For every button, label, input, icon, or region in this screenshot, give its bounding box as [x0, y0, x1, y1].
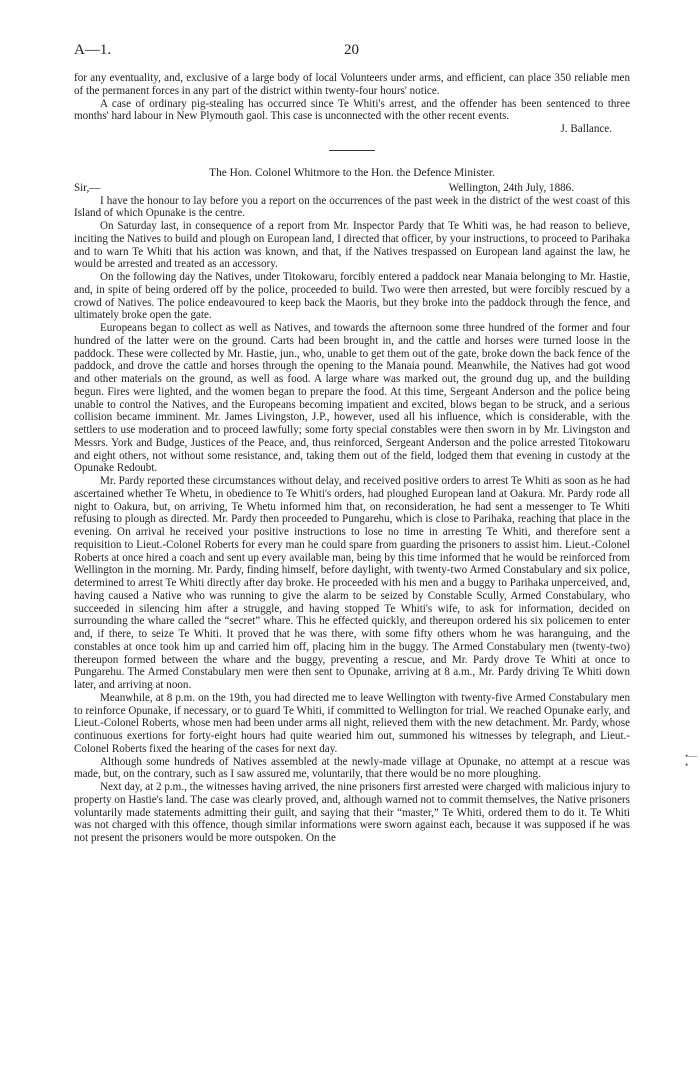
page-reference: A—1.	[74, 42, 112, 58]
paragraph: On the following day the Natives, under Titokowaru, forcibly entered a paddock near Manaia belonging to Mr. Hastie, and, in spite of being ordered off by the police, proceeded to build. Two were then arrested, but were forcibly rescued by a crowd of Natives. The police endeavoured to keep back the Maoris, but they broke into the paddock through the fence, and ultimately broke open the gate.	[74, 271, 630, 322]
paragraph: I have the honour to lay before you a report on the occurrences of the past week in the district of the west coast of this Island of which Opunake is the centre.	[74, 194, 630, 220]
letter-heading: The Hon. Colonel Whitmore to the Hon. the Defence Minister.	[209, 166, 495, 179]
section-divider	[329, 150, 375, 151]
page-header	[74, 42, 630, 64]
paragraph: Meanwhile, at 8 p.m. on the 19th, you had directed me to leave Wellington with twenty-five Armed Constabulary men to reinforce Opunake, if necessary, or to guard Te Whiti, if committed to Wellington for trial. We reached Opunake early, and Lieut.-Colonel Roberts, whose men had been under arms all night, relieved them with the new detachment. Mr. Pardy, whose continuous exertions for forty-eight hours had quite wearied him out, summoned his witnesses by telegraph, and Lieut.-Colonel Roberts fixed the hearing of the cases for next day.	[74, 691, 630, 755]
paragraph: A case of ordinary pig-stealing has occurred since Te Whiti's arrest, and the offender has been sentenced to three months' hard labour in New Plymouth gaol. This case is unconnected with the other recent events.	[74, 97, 630, 123]
salutation-line	[74, 182, 630, 195]
signature: J. Ballance.	[560, 123, 612, 135]
paragraph: Mr. Pardy reported these circumstances without delay, and received positive orders to arrest Te Whiti as soon as he had ascertained whether Te Whetu, in obedience to Te Whiti's orders, had ploughed European land at Oakura. Mr. Pardy rode all night to Oakura, but, on arriving, Te Whetu informed him that, on reconsideration, he had sent a messenger to Te Whiti refusing to plough as directed. Mr. Pardy then proceeded to Pungarehu, which is close to Parihaka, reaching that place in the evening. On arrival he received your positive instructions to lose no time in arresting Te Whiti, and therefore sent a requisition to Lieut.-Colonel Roberts for every man he could spare from guarding the prisoners to assist him. Lieut.-Colonel Roberts at once hired a coach and sent up every available man, being by this time informed that he would be reinforced from Wellington in the morning. Mr. Pardy, finding himself, before daylight, with twenty-two Armed Constabulary and six police, determined to arrest Te Whiti directly after day broke. He proceeded with his men and a buggy to Parihaka unperceived, and, having caused a Native who was running to give the alarm to be seized by Constable Scully, Armed Constabulary, who succeeded in silencing him after a struggle, and having stopped Te Whiti's wife, to ask for information, decided on surrounding the whare called the “secret” whare. This he effected quickly, and thereupon ordered his six policemen to enter and, if there, to seize Te Whiti. It proved that he was there, with some fifty others whom he was haranguing, and the constables at once took him up and carried him off, placing him in the buggy. The Armed Constabulary men (twenty-two) thereupon formed between the whare and the buggy, preventing a rescue, and Mr. Pardy drove Te Whiti at once to Pungarehu. The Armed Constabulary men were then sent to Opunake, arriving at 8 a.m., Mr. Pardy driving Te Whiti down later, and arriving at noon.	[74, 475, 630, 691]
document-body	[74, 72, 630, 845]
paragraph: Next day, at 2 p.m., the witnesses having arrived, the nine prisoners first arrested were charged with malicious injury to property on Hastie's land. The case was clearly proved, and, although warned not to commit themselves, the Native prisoners voluntarily made statements admitting their guilt, and saying that their “master,” Te Whiti, ordered them to do it. Te Whiti was not charged with this offence, though similar informations were sworn against each, because it was supposed if he was not present the prisoners would be more outspoken. On the	[74, 781, 630, 844]
salutation: Sir,—	[74, 181, 101, 194]
paragraph: On Saturday last, in consequence of a report from Mr. Inspector Pardy that Te Whiti was, he had reason to believe, inciting the Natives to build and plough on European land, I directed that officer, by your instructions, to proceed to Parihaka and to warn Te Whiti that his action was known, and that, if the Natives trespassed on European land against the law, he would be arrested and treated as an accessory.	[74, 220, 630, 271]
dateline: Wellington, 24th July, 1886.	[448, 181, 574, 194]
paragraph: Although some hundreds of Natives assembled at the newly-made village at Opunake, no attempt at a rescue was made, but, on the contrary, such as I saw assured me, voluntarily, that there would be no more ploughing.	[74, 755, 630, 781]
page-number: 20	[344, 42, 359, 58]
paragraph: Europeans began to collect as well as Natives, and towards the afternoon some three hundred of the former and four hundred of the latter were on the ground. Carts had been brought in, and the cattle and horses were turned loose in the paddock. These were collected by Mr. Hastie, jun., who, unable to get them out of the gate, broke down the back fence of the paddock, and drove the cattle and horses through the opening to the Manaia pound. Meanwhile, the Natives had got wood and other materials on the ground, as well as food. A large whare was marked out, the ground dug up, and the building begun. Fires were lighted, and the women began to prepare the food. At this time, Sergeant Anderson and the police being unable to control the Natives, and the Europeans becoming impatient and excited, blows began to be struck, and a serious collision became imminent. Mr. James Livingston, J.P., however, used all his influence, which is considerable, with the settlers to use moderation and to proceed lawfully; some forty special constables were then sworn in by Mr. Livingston and Messrs. York and Budge, Justices of the Peace, and, thus reinforced, Sergeant Anderson and the police arrested Titokowaru and eight others, not without some resistance, and, taking them out of the field, lodged them that evening in custody at the Opunake Redoubt.	[74, 322, 630, 475]
paragraph: for any eventuality, and, exclusive of a large body of local Volunteers under arms, and efficient, can place 350 reliable men of the permanent forces in any part of the district within twenty-four hours' notice.	[74, 72, 630, 97]
margin-mark: •—•	[685, 751, 698, 770]
